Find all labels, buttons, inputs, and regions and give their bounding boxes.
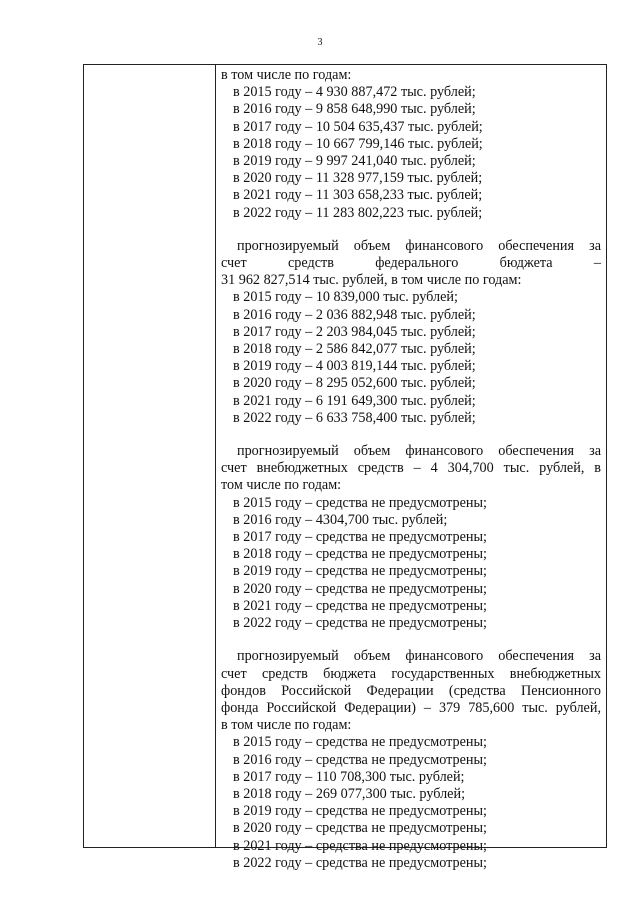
block1-year-2015: в 2015 году – 4 930 887,472 тыс. рублей;: [233, 84, 476, 101]
block4-year-2021: в 2021 году – средства не предусмотрены;: [233, 837, 487, 854]
block3-line-3: том числе по годам:: [221, 477, 342, 494]
block1-year-2022: в 2022 году – 11 283 802,223 тыс. рублей;: [233, 204, 483, 221]
block1-year-2019: в 2019 году – 9 997 241,040 тыс. рублей;: [233, 153, 476, 170]
block1-year-2021: в 2021 году – 11 303 658,233 тыс. рублей;: [233, 187, 483, 204]
block1-year-2020: в 2020 году – 11 328 977,159 тыс. рублей;: [233, 170, 483, 187]
block2-year-2022: в 2022 году – 6 633 758,400 тыс. рублей;: [233, 409, 476, 426]
paragraph-gap: [221, 632, 601, 648]
block2-year-2015: в 2015 году – 10 839,000 тыс. рублей;: [233, 289, 458, 306]
block4-line-2: счет средств бюджета государственных внебюджетных: [221, 665, 601, 682]
block3-line-1: прогнозируемый объем финансового обеспечения за: [237, 443, 601, 460]
block4-year-2017: в 2017 году – 110 708,300 тыс. рублей;: [233, 768, 465, 785]
document-table: [83, 64, 607, 871]
block4-line-1: прогнозируемый объем финансового обеспечения за: [237, 648, 601, 665]
block3-line-2: счет внебюджетных средств – 4 304,700 тыс. рублей, в: [221, 460, 601, 477]
block2-year-2020: в 2020 году – 8 295 052,600 тыс. рублей;: [233, 375, 476, 392]
block4: [221, 648, 601, 872]
block1-year-2017: в 2017 году – 10 504 635,437 тыс. рублей;: [233, 118, 483, 135]
block3-year-2021: в 2021 году – средства не предусмотрены;: [233, 597, 487, 614]
block1-year-2016: в 2016 году – 9 858 648,990 тыс. рублей;: [233, 101, 476, 118]
block4-year-2020: в 2020 году – средства не предусмотрены;: [233, 820, 487, 837]
block4-year-2022: в 2022 году – средства не предусмотрены;: [233, 854, 487, 871]
block2-year-2017: в 2017 году – 2 203 984,045 тыс. рублей;: [233, 323, 476, 340]
paragraph-gap: [221, 427, 601, 443]
block2-year-2021: в 2021 году – 6 191 649,300 тыс. рублей;: [233, 392, 476, 409]
block2: [221, 238, 601, 427]
block4-year-2018: в 2018 году – 269 077,300 тыс. рублей;: [233, 785, 466, 802]
block2-line-2: счет средств федерального бюджета –: [221, 255, 601, 272]
block1-intro: в том числе по годам:: [221, 67, 352, 83]
block2-year-2018: в 2018 году – 2 586 842,077 тыс. рублей;: [233, 341, 476, 358]
block3-year-2019: в 2019 году – средства не предусмотрены;: [233, 563, 487, 580]
block3: [221, 443, 601, 632]
block1: [221, 67, 601, 222]
block2-year-2019: в 2019 году – 4 003 819,144 тыс. рублей;: [233, 358, 476, 375]
block1-year-2018: в 2018 году – 10 667 799,146 тыс. рублей;: [233, 135, 483, 152]
page-number: 3: [317, 37, 323, 48]
block4-line-3: фондов Российской Федерации (средства Пенсионного: [221, 682, 601, 699]
block4-line-5: в том числе по годам:: [221, 717, 352, 734]
block3-year-2015: в 2015 году – средства не предусмотрены;: [233, 494, 487, 511]
block3-year-2020: в 2020 году – средства не предусмотрены;: [233, 580, 487, 597]
block4-year-2019: в 2019 году – средства не предусмотрены;: [233, 803, 487, 820]
paragraph-gap: [221, 222, 601, 238]
block3-year-2022: в 2022 году – средства не предусмотрены;: [233, 615, 487, 632]
block3-year-2018: в 2018 году – средства не предусмотрены;: [233, 546, 487, 563]
block4-year-2016: в 2016 году – средства не предусмотрены;: [233, 751, 487, 768]
block2-line-1: прогнозируемый объем финансового обеспечения за: [237, 237, 601, 254]
table-content-cell: [221, 67, 601, 872]
column-divider: [215, 65, 216, 847]
block2-year-2016: в 2016 году – 2 036 882,948 тыс. рублей;: [233, 306, 476, 323]
block3-year-2017: в 2017 году – средства не предусмотрены;: [233, 529, 487, 546]
block4-year-2015: в 2015 году – средства не предусмотрены;: [233, 734, 487, 751]
block2-line-3: 31 962 827,514 тыс. рублей, в том числе по годам:: [221, 272, 522, 289]
block4-line-4: фонда Российской Федерации) – 379 785,600 тыс. рублей,: [221, 699, 601, 716]
block3-year-2016: в 2016 году – 4304,700 тыс. рублей;: [233, 511, 448, 528]
